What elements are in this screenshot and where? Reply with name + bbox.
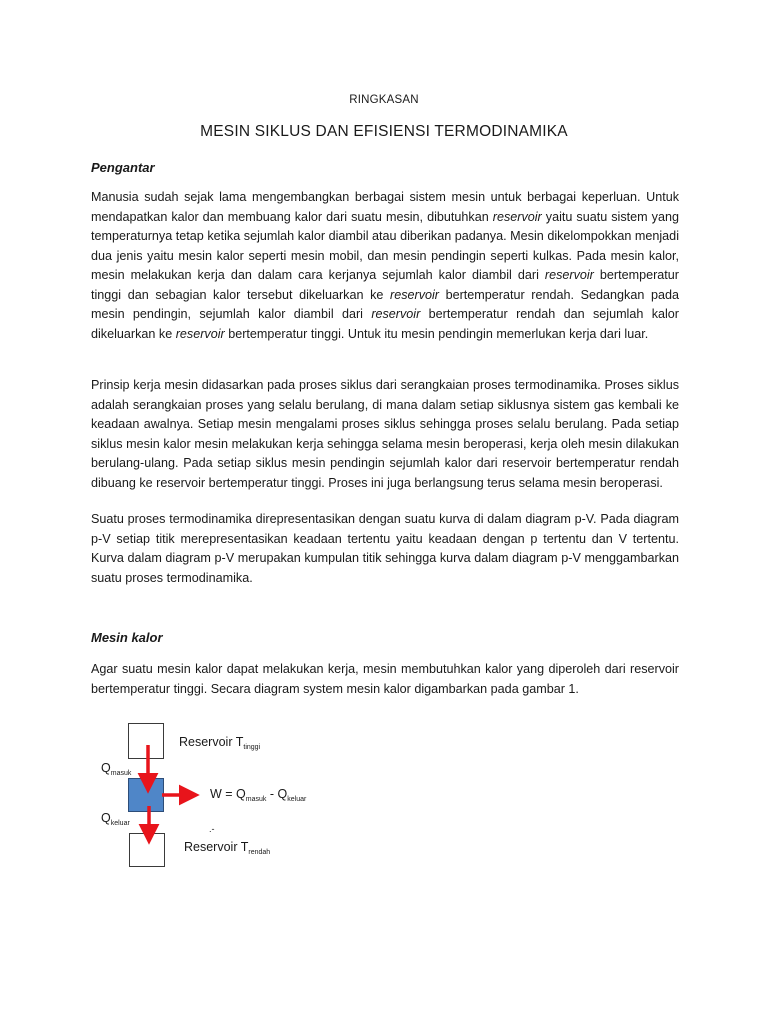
emphasis-reservoir: reservoir bbox=[371, 307, 421, 321]
text-run: bertemperatur tinggi. Untuk itu mesin pendingin memerlukan kerja dari luar. bbox=[224, 326, 649, 341]
document-overline: RINGKASAN bbox=[349, 94, 419, 106]
paragraph-cycle: Prinsip kerja mesin didasarkan pada proses siklus dari serangkaian proses termodinamika. Proses siklus adalah serangkaian proses yang selalu berulang, di mana dalam setiap siklusnya sistem gas kembali ke keadaan awalnya. Setiap mesin mengalami proses siklus sehingga proses selalu berulang. Pada setiap siklus mesin kalor mesin melakukan kerja sehingga selama mesin beroperasi, kerja oleh mesin dilakukan berulang-ulang. Pada setiap siklus mesin pendingin sejumlah kalor dari reservoir bertemperatur rendah dibuang ke reservoir bertemperatur tinggi. Proses ini juga berlangsung terus selama mesin beroperasi. bbox=[91, 378, 679, 490]
text-run: bertemperatur rendah dan sejumlah kalor dikeluarkan ke bbox=[91, 307, 679, 341]
text-run: bertemperatur rendah. Sedangkan pada mesin pendingin, sejumlah kalor diambil dari bbox=[91, 287, 679, 321]
label-subscript: keluar bbox=[287, 796, 307, 803]
label-base: Q bbox=[101, 811, 111, 825]
stray-mark: .- bbox=[209, 824, 215, 834]
emphasis-reservoir: reservoir bbox=[390, 287, 439, 302]
label-subscript: masuk bbox=[110, 770, 132, 777]
paragraph-pv-diagram: Suatu proses termodinamika direpresentasikan dengan suatu kurva di dalam diagram p-V. Pada diagram p-V setiap titik merepresentasikan keadaan tertentu yaitu keadaan dengan p tertentu dan V tertentu. Kurva dalam diagram p-V merupakan kumpulan titik sehingga kurva dalam diagram p-V menggambarkan suatu proses termodinamika. bbox=[91, 512, 679, 585]
section-heading-heat-engine: Mesin kalor bbox=[91, 630, 163, 645]
label-base: Reservoir T bbox=[184, 840, 249, 854]
label-base: W = Q bbox=[210, 787, 246, 801]
paragraph-heat-engine: Agar suatu mesin kalor dapat melakukan kerja, mesin membutuhkan kalor yang diperoleh dari reservoir bertemperatur tinggi. Secara diagram system mesin kalor digambarkan pada gambar 1. bbox=[91, 662, 679, 696]
emphasis-reservoir: reservoir bbox=[544, 268, 594, 282]
text-run: Manusia sudah sejak lama mengembangkan berbagai sistem mesin untuk berbagai keperluan. Untuk mendapatkan kalor dan membuang kalor dari suatu mesin, dibutuhkan bbox=[91, 190, 679, 224]
work-equation-label bbox=[210, 787, 306, 803]
label-base: Q bbox=[101, 761, 111, 775]
reservoir-low-label bbox=[184, 840, 270, 856]
label-base: Reservoir T bbox=[179, 735, 244, 749]
label-subscript: tinggi bbox=[243, 744, 261, 751]
label-subscript: masuk bbox=[245, 796, 267, 803]
document-title: MESIN SIKLUS DAN EFISIENSI TERMODINAMIKA bbox=[200, 123, 568, 140]
label-base: - Q bbox=[266, 787, 288, 801]
emphasis-reservoir: reservoir bbox=[492, 209, 542, 224]
reservoir-high-label bbox=[179, 735, 260, 751]
label-subscript: rendah bbox=[248, 849, 271, 856]
label-subscript: keluar bbox=[110, 820, 130, 827]
q-in-label bbox=[101, 761, 131, 777]
text-run: bertemperatur tinggi dan sebagian kalor tersebut dikeluarkan ke bbox=[91, 268, 679, 302]
text-run: yaitu suatu sistem yang temperaturnya tetap ketika sejumlah kalor diambil atau diberikan padanya. Mesin dikelompokkan menjadi dua jenis yaitu mesin kalor seperti mesin mobil, dan mesin pendingin seperti kulkas. Pada mesin kalor, mesin melakukan kerja dan dalam cara kerjanya sejumlah kalor diambil dari bbox=[91, 209, 679, 282]
q-out-label bbox=[101, 811, 130, 827]
emphasis-reservoir: reservoir bbox=[175, 326, 225, 341]
section-heading-intro: Pengantar bbox=[91, 160, 155, 175]
